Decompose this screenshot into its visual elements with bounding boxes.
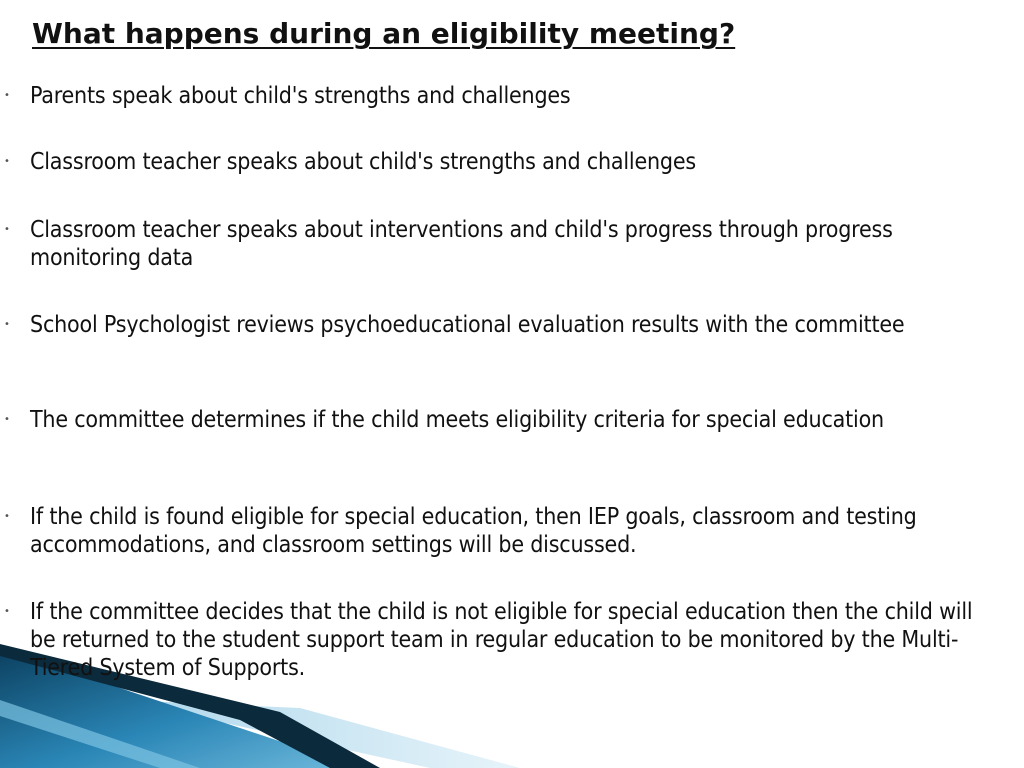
- bullet-marker: •: [4, 606, 10, 617]
- bullet-item: [0, 598, 1000, 682]
- bullet-text: School Psychologist reviews psychoeducational evaluation results with the committee: [30, 312, 905, 338]
- bullet-marker: •: [4, 156, 10, 167]
- bullet-marker: •: [4, 90, 10, 101]
- bullet-item: [0, 148, 1000, 176]
- bullet-item: [0, 406, 1000, 434]
- bullet-marker: •: [4, 414, 10, 425]
- bullet-marker: •: [4, 319, 10, 330]
- bullet-item: [0, 503, 1000, 559]
- slide-title: What happens during an eligibility meeting?: [32, 17, 736, 50]
- bullet-text: Parents speak about child's strengths and challenges: [30, 83, 571, 109]
- bullet-item: [0, 311, 1000, 339]
- bullet-marker: •: [4, 511, 10, 522]
- bullet-item: [0, 216, 1000, 272]
- bullet-text: The committee determines if the child meets eligibility criteria for special education: [30, 407, 884, 433]
- bullet-text: Classroom teacher speaks about interventions and child's progress through progress monitoring data: [30, 217, 893, 271]
- bullet-text: If the committee decides that the child is not eligible for special education then the child will be returned to the student support team in regular education to be monitored by the Multi- Tiered System of Supports.: [30, 599, 973, 681]
- bullet-text: Classroom teacher speaks about child's strengths and challenges: [30, 149, 696, 175]
- bullet-text: If the child is found eligible for special education, then IEP goals, classroom and testing accommodations, and classroom settings will be discussed.: [30, 504, 917, 558]
- bullet-marker: •: [4, 224, 10, 235]
- bullet-item: [0, 82, 1000, 110]
